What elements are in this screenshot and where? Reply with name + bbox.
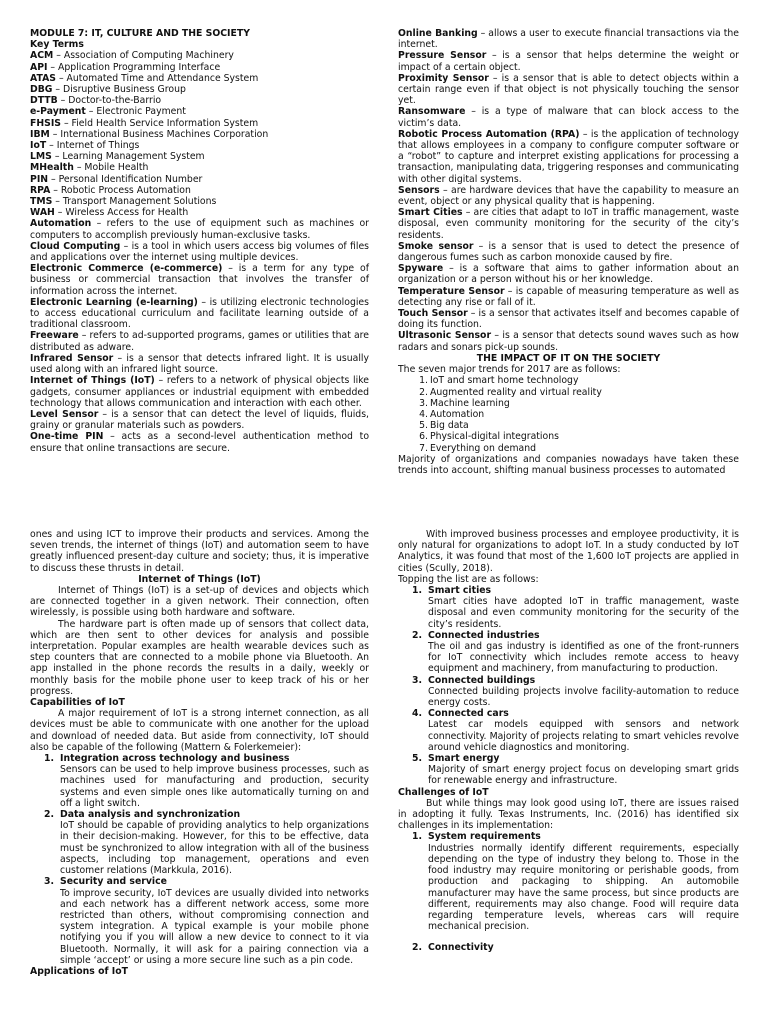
term-definition: – Personal Identification Number <box>48 173 203 185</box>
capabilities-heading: Capabilities of IoT <box>30 697 125 709</box>
term-definition: – Association of Computing Machinery <box>53 50 234 62</box>
trends-list <box>398 375 739 453</box>
list-number: 3. <box>44 876 55 888</box>
list-number: 7. <box>419 442 428 454</box>
list-item <box>398 630 739 675</box>
trend-label: Augmented reality and virtual reality <box>430 386 602 398</box>
term-name: Proximity Sensor <box>398 72 489 84</box>
key-term <box>30 162 369 173</box>
trend-item <box>398 375 739 386</box>
list-item <box>398 831 739 932</box>
list-number: 1. <box>412 585 423 597</box>
term-name: WAH <box>30 207 55 219</box>
list-number: 3. <box>419 397 428 409</box>
list-number: 5. <box>419 420 428 432</box>
list-item <box>30 809 369 876</box>
term-definition: – Transport Management Solutions <box>52 196 217 208</box>
term-name: RPA <box>30 184 51 196</box>
key-term <box>398 308 739 330</box>
key-term <box>30 95 369 106</box>
term-name: Internet of Things (IoT) <box>30 375 155 387</box>
term-name: e-Payment <box>30 106 86 118</box>
applications-list <box>398 585 739 787</box>
list-number: 1. <box>44 753 55 765</box>
term-name: Electronic Learning (e-learning) <box>30 296 198 308</box>
key-term <box>30 431 369 453</box>
term-name: PIN <box>30 173 49 185</box>
key-term <box>30 330 369 352</box>
term-name: IoT <box>30 140 47 152</box>
term-definition: – is utilizing electronic technologies to access educational curriculum and facilitate learning outside of a traditional classroom. <box>30 296 369 331</box>
list-item <box>398 585 739 630</box>
term-definition: – Application Programming Interface <box>47 61 221 73</box>
key-term <box>398 28 739 50</box>
trend-item <box>398 420 739 431</box>
page2-left-column <box>30 529 369 977</box>
list-number: 1. <box>419 375 428 387</box>
paragraph: The hardware part is often made up of sensors that collect data, which are then sent to other devices for analysis and possible interpretation. Popular examples are health wearable devices such as step counters that are connected to a mobile phone via Bluetooth. An app installed in the phone records the results in a daily, weekly or monthly basis for the mobile phone user to keep track of his or her progress. <box>30 618 369 697</box>
term-name: Ultrasonic Sensor <box>398 330 492 342</box>
term-name: Pressure Sensor <box>398 50 487 62</box>
term-definition: – is a sensor that can detect the level of liquids, fluids, grainy or granular materials such as powders. <box>30 408 369 432</box>
key-term <box>30 106 369 117</box>
term-definition: – is a sensor that is used to detect the presence of dangerous fumes such as carbon monoxide caused by fire. <box>398 240 739 264</box>
list-number: 4. <box>412 708 423 720</box>
key-term <box>30 174 369 185</box>
key-terms-list-continued <box>398 28 739 353</box>
trend-label: Everything on demand <box>430 442 536 454</box>
term-name: Smoke sensor <box>398 240 474 252</box>
term-name: Level Sensor <box>30 408 99 420</box>
item-heading: Data analysis and synchronization <box>60 809 241 821</box>
item-description: Sensors can be used to help improve business processes, such as machines used for manufacturing and production, security systems and even simple ones like automatically turning on and off a light switch. <box>60 764 369 809</box>
trend-label: Automation <box>430 408 485 420</box>
trend-label: Big data <box>430 420 469 432</box>
trend-label: Physical-digital integrations <box>430 431 559 443</box>
key-term <box>398 73 739 107</box>
impact-outro: Majority of organizations and companies nowadays have taken these trends into account, shifting manual business processes to automated <box>398 453 739 476</box>
list-item <box>398 942 739 953</box>
item-description: To improve security, IoT devices are usually divided into networks and each network has a different network access, some more restricted than others, without compromising connection and system integration. A typical example is your mobile phone notifying you if you will allow a new device to connect to it via Bluetooth. Normally, it will ask for a pairing connection via a simple ‘accept’ or using a more secure line such as a pin code. <box>60 887 369 966</box>
term-definition: – Robotic Process Automation <box>50 184 191 196</box>
trend-item <box>398 409 739 420</box>
term-definition: – is a sensor that activates itself and becomes capable of doing its function. <box>398 308 739 331</box>
term-definition: – Electronic Payment <box>85 106 186 118</box>
term-name: Robotic Process Automation (RPA) <box>398 128 580 140</box>
term-name: Touch Sensor <box>398 308 468 320</box>
paragraph: A major requirement of IoT is a strong internet connection, as all devices must be able to communicate with one another for the upload and download of needed data. But aside from connectivity, IoT should also be capable of the following (Mattern & Folerkemeier): <box>30 708 369 753</box>
trend-item <box>398 443 739 454</box>
item-heading: Connected industries <box>428 629 540 641</box>
trend-label: IoT and smart home technology <box>430 375 579 387</box>
list-number: 2. <box>412 629 423 641</box>
key-term <box>30 185 369 196</box>
challenges-list <box>398 831 739 953</box>
term-name: Smart Cities <box>398 207 463 219</box>
key-term <box>30 118 369 129</box>
term-name: Sensors <box>398 184 440 196</box>
term-name: LMS <box>30 151 52 163</box>
trend-item <box>398 431 739 442</box>
impact-heading: THE IMPACT OF IT ON THE SOCIETY <box>476 352 661 364</box>
key-term <box>398 263 739 285</box>
term-name: One-time PIN <box>30 431 104 443</box>
item-description: IoT should be capable of providing analytics to help organizations in their decision-making. However, for this to be effective, data must be synchronized to allow integration with all of the business aspects, including top management, operations and even customer relations (Markkula, 2016). <box>60 820 369 877</box>
term-definition: – is a sensor that helps determine the weight or impact of a certain object. <box>398 50 739 73</box>
key-term <box>30 375 369 409</box>
key-term <box>30 297 369 331</box>
page2-right-column <box>398 529 739 954</box>
key-term <box>30 84 369 95</box>
term-definition: – refers to the use of equipment such as machines or computers to accomplish previously human-exclusive tasks. <box>30 218 369 241</box>
list-item <box>398 753 739 787</box>
term-definition: – are hardware devices that have the capability to measure an event, object or any physical quality that is happening. <box>398 184 739 208</box>
term-definition: – is a software that aims to gather information about an organization or a person without his or her knowledge. <box>398 263 739 286</box>
item-heading: Security and service <box>60 876 167 888</box>
term-definition: – Mobile Health <box>73 162 149 174</box>
term-definition: – allows a user to execute financial transactions via the internet. <box>398 28 739 51</box>
term-name: Ransomware <box>398 106 466 118</box>
key-terms-heading: Key Terms <box>30 39 84 51</box>
item-heading: Smart cities <box>428 585 492 597</box>
term-definition: – is capable of measuring temperature as well as detecting any rise or fall of it. <box>398 285 739 308</box>
term-definition: – refers to ad-supported programs, games or utilities that are distributed as adware. <box>30 330 369 353</box>
term-name: Online Banking <box>398 28 478 39</box>
term-definition: – Automated Time and Attendance System <box>55 72 259 84</box>
key-term <box>30 151 369 162</box>
item-heading: Connected cars <box>428 708 509 720</box>
paragraph: But while things may look good using IoT, there are issues raised in adopting it fully. Texas Instruments, Inc. (2016) has identified six challenges in its implementation: <box>398 797 739 832</box>
paragraph: Internet of Things (IoT) is a set-up of devices and objects which are connected together in a given network. Their connection, often wirelessly, is possible using both hardware and software. <box>30 585 369 619</box>
item-description: The oil and gas industry is identified as one of the front-runners for IoT connectivity which includes remote access to heavy equipment and machinery, from manufacturing to production. <box>428 641 739 675</box>
key-term <box>30 409 369 431</box>
trend-item <box>398 387 739 398</box>
term-name: DBG <box>30 84 53 96</box>
item-heading: System requirements <box>428 831 541 843</box>
list-number: 5. <box>412 753 423 765</box>
list-number: 2. <box>44 809 55 821</box>
key-term <box>30 140 369 151</box>
list-item <box>398 675 739 709</box>
term-definition: – Internet of Things <box>46 140 140 152</box>
key-term <box>30 196 369 207</box>
term-name: FHSIS <box>30 117 61 129</box>
list-item <box>30 753 369 809</box>
key-term <box>398 330 739 352</box>
key-term <box>398 129 739 185</box>
key-term <box>30 241 369 263</box>
list-item <box>30 876 369 966</box>
list-number: 1. <box>412 831 423 843</box>
term-definition: – acts as a second-level authentication method to ensure that online transactions are secure. <box>30 431 370 454</box>
item-heading: Connected buildings <box>428 674 536 686</box>
key-term <box>398 286 739 308</box>
key-term <box>30 129 369 140</box>
item-heading: Connectivity <box>428 942 494 954</box>
capabilities-list <box>30 753 369 966</box>
term-name: MHealth <box>30 162 74 174</box>
key-term <box>30 50 369 61</box>
key-term <box>398 50 739 72</box>
term-definition: – International Business Machines Corporation <box>49 128 269 140</box>
key-term <box>30 353 369 375</box>
key-term <box>30 263 369 297</box>
term-name: Infrared Sensor <box>30 352 114 364</box>
list-number: 4. <box>419 408 428 420</box>
term-definition: – Field Health Service Information System <box>60 117 259 129</box>
term-name: Cloud Computing <box>30 240 121 252</box>
key-term <box>398 241 739 263</box>
term-definition: – Learning Management System <box>51 151 205 163</box>
term-name: Electronic Commerce (e-commerce) <box>30 263 223 275</box>
term-definition: – is the application of technology that allows employees in a company to configure computer software or a “robot” to capture and interpret existing applications for processing a transaction, manipulating data, triggering responses and communicating with other digital systems. <box>398 128 739 185</box>
term-definition: – refers to a network of physical objects like gadgets, consumer appliances or industrial equipment with embedded technology that allows communication and interaction with each other. <box>30 375 369 409</box>
key-term <box>30 218 369 240</box>
term-definition: – is a sensor that detects infrared light. It is usually used along with an infrared light source. <box>30 352 369 376</box>
term-name: Temperature Sensor <box>398 285 505 297</box>
key-terms-list <box>30 50 369 453</box>
term-definition: – Disruptive Business Group <box>52 84 186 96</box>
item-description: Connected building projects involve facility-automation to reduce energy costs. <box>428 685 739 709</box>
key-term <box>398 207 739 241</box>
item-description: Industries normally identify different requirements, especially depending on the type of industry they belong to. Those in the food industry may require monitoring or perishable goods, from production and packaging to shipping. An automobile manufacturer may have the same process, but since products are different, requirements may also change. Food will require data regarding temperature levels, whereas cars will require mechanical precision. <box>428 842 739 933</box>
item-heading: Smart energy <box>428 753 500 765</box>
list-number: 2. <box>412 942 423 954</box>
key-term <box>398 185 739 207</box>
term-definition: – is a sensor that is able to detect objects within a certain range even if that object is not physically touching the sensor yet. <box>398 72 740 107</box>
list-number: 2. <box>419 386 428 398</box>
item-heading: Integration across technology and business <box>60 753 290 765</box>
page1-left-column <box>30 28 369 454</box>
trend-item <box>398 398 739 409</box>
key-term <box>30 73 369 84</box>
key-term <box>30 207 369 218</box>
term-definition: – is a term for any type of business or commercial transaction that involves the transfer of information across the internet. <box>30 263 369 297</box>
term-name: ACM <box>30 50 54 62</box>
paragraph: ones and using ICT to improve their products and services. Among the seven trends, the internet of things (IoT) and automation seem to have greatly influenced present-day culture and society; thus, it is imperative to discuss these thrusts in detail. <box>30 529 369 574</box>
item-description: Majority of smart energy project focus on developing smart grids for renewable energy and infrastructure. <box>428 764 739 787</box>
challenges-heading: Challenges of IoT <box>398 786 489 798</box>
page1-right-column <box>398 28 739 476</box>
term-name: DTTB <box>30 95 58 107</box>
term-name: Spyware <box>398 263 444 275</box>
iot-heading: Internet of Things (IoT) <box>138 573 261 585</box>
term-definition: – Wireless Access for Health <box>54 207 189 219</box>
topping-text: Topping the list are as follows: <box>398 573 539 585</box>
term-definition: – is a sensor that detects sound waves such as how radars and sonars pick-up sounds. <box>398 330 740 353</box>
term-name: Freeware <box>30 330 79 342</box>
term-name: IBM <box>30 128 50 140</box>
impact-intro: The seven major trends for 2017 are as follows: <box>398 364 621 376</box>
term-definition: – are cities that adapt to IoT in traffic management, waste disposal, even community monitoring for the security of the city’s residents. <box>398 207 739 241</box>
term-name: API <box>30 61 48 73</box>
key-term <box>398 106 739 128</box>
term-name: ATAS <box>30 72 56 84</box>
term-definition: – is a tool in which users access big volumes of files and applications over the internet using multiple devices. <box>30 240 370 264</box>
module-title: MODULE 7: IT, CULTURE AND THE SOCIETY <box>30 28 250 39</box>
list-number: 3. <box>412 674 423 686</box>
term-name: Automation <box>30 218 92 230</box>
applications-heading: Applications of IoT <box>30 965 128 977</box>
term-definition: – Doctor-to-the-Barrio <box>57 95 162 107</box>
term-definition: – is a type of malware that can block access to the victim’s data. <box>398 106 739 129</box>
paragraph: With improved business processes and employee productivity, it is only natural for organizations to adopt IoT. In a study conducted by IoT Analytics, it was found that most of the 1,600 IoT projects are applied in cities (Scully, 2018). <box>398 529 739 574</box>
list-number: 6. <box>419 431 428 443</box>
item-description: Smart cities have adopted IoT in traffic management, waste disposal and even community monitoring for the security of the city’s residents. <box>428 596 739 630</box>
trend-label: Machine learning <box>430 397 510 409</box>
item-description: Latest car models equipped with sensors and network connectivity. Majority of projects relating to smart vehicles revolve around vehicle diagnostics and monitoring. <box>428 719 739 753</box>
term-name: TMS <box>30 196 53 208</box>
key-term <box>30 62 369 73</box>
list-item <box>398 708 739 753</box>
